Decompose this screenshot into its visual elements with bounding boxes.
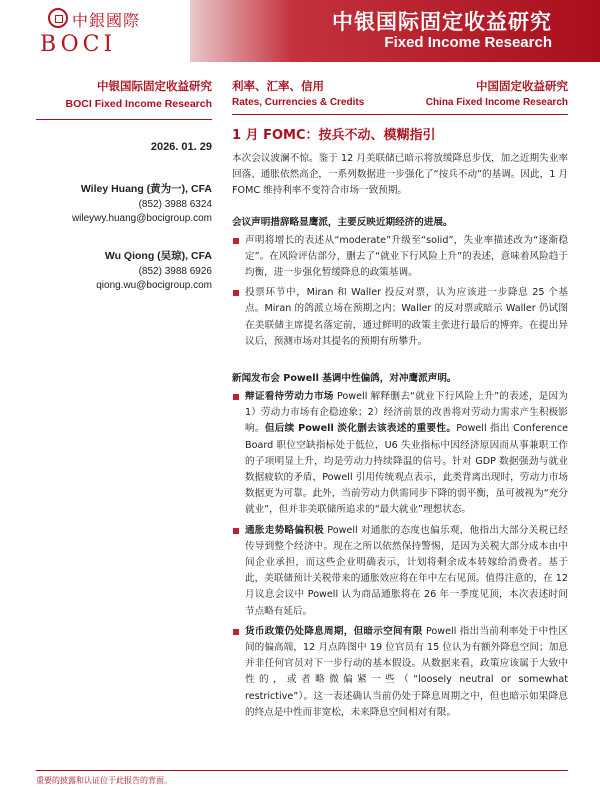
bullet-text: Powell 指出 Conference Board 职位空缺指标处于低位，U6 失业指标中因经济原因而从事兼职工作的子项明显上升，均是劳动力持续降温的信号。针对 GDP 数据强劲与就业数据疲软的矛盾，Powell 引用传统观点表示，此类背离出现时，劳动力市场数据更为可靠。此外，当前劳动力供需同步下降的弱平衡，虽可被视为“充分就业”，但并非美联储所追求的“最大就业”理想状态。	[245, 423, 568, 516]
bullet-list	[232, 389, 568, 721]
analyst-card	[36, 181, 212, 224]
sidebar	[36, 78, 212, 291]
section-heading: 新闻发布会 Powell 基调中性偏鸽，对冲鹰派声明。	[232, 373, 457, 385]
bullet-text: Powell 指出当前利率处于中性区间的偏高端，12 月点阵图中 19 位官员有 15 位认为有额外降息空间；加息并非任何官员对下一步行动的基本假设。从数据来看，政策应该属于大致中性的，或者略微偏紧一些（“loosely neutral or somewhat restrictive”）。这一表述确认当前仍处于降息周期之中，但也暗示如果降息的终点是中性而非宽松，未来降息空间相对有限。	[245, 625, 568, 718]
analyst-phone: (852) 3988 6926	[138, 266, 212, 277]
disclosure-note: 重要的披露和认证位于此报告的背面。	[36, 776, 172, 785]
analyst-name: Wiley Huang (黄为一), CFA	[80, 183, 212, 195]
analyst-name: Wu Qiong (吴琼), CFA	[104, 250, 212, 262]
bullet-lead: 货币政策仍处降息周期，但暗示空间有限	[245, 625, 423, 637]
bullet-lead: 辩证看待劳动力市场	[245, 391, 334, 403]
logo-english-text: BOCI	[40, 32, 117, 57]
dept-name-en: BOCI Fixed Income Research	[65, 98, 212, 110]
banner-title-en: Fixed Income Research	[384, 34, 552, 51]
section-heading: 会议声明措辞略显鹰派，主要反映近期经济的进展。	[232, 216, 453, 228]
intro-paragraph: 本次会议波澜不惊。鉴于 12 月美联储已暗示将放缓降息步伐，加之近期失业率回落、通胀依然高企，一系列数据进一步强化了“按兵不动”的基调。因此，1 月 FOMC 维持利率不变符合市场一致预期。	[232, 153, 568, 197]
bullet-emphasis: 但后续 Powell 淡化删去该表述的重要性。	[264, 423, 457, 435]
team-en: China Fixed Income Research	[425, 97, 568, 108]
report-date: 2026. 01. 29	[150, 141, 212, 153]
report-subheader	[232, 78, 568, 114]
analyst-email[interactable]: wileywy.huang@bocigroup.com	[71, 213, 212, 224]
header-banner	[190, 0, 600, 62]
bullet-text: Powell 对通胀的态度也偏乐观，他指出大部分关税已经传导到整个经济中。现在之所以依然保持警惕，是因为关税大部分成本由中间企业承担，而这些企业明确表示，计划将剩余成本转嫁给消费者。基于此，美联储预计关税带来的通胀效应将在年中左右见顶。值得注意的，在 12 月议息会议中 Powell 认为商品通胀将在 26 年一季度见顶，本次表述时间节点略有延后。	[245, 524, 569, 617]
body-divider	[232, 114, 568, 115]
dept-name-cn: 中银国际固定收益研究	[97, 79, 212, 93]
bullet-text: Powell 解释删去“就业下行风险上升”的表述，是因为 1）劳动力市场有企稳迹象；2）经济前景的改善将对劳动力需求产生积极影响。	[245, 391, 569, 435]
analyst-email[interactable]: qiong.wu@bocigroup.com	[96, 280, 212, 291]
analyst-card	[36, 248, 212, 291]
footer-divider	[36, 770, 568, 771]
report-body	[232, 78, 568, 725]
logo-chinese-text: 中銀國際	[72, 11, 141, 30]
category-en: Rates, Currencies & Credits	[232, 97, 365, 108]
list-item	[232, 523, 568, 620]
team-cn: 中国固定收益研究	[476, 79, 568, 93]
sidebar-divider	[36, 119, 212, 120]
bullet-list	[232, 233, 568, 350]
analyst-phone: (852) 3988 6324	[138, 199, 212, 210]
report-header	[0, 0, 600, 66]
list-item	[232, 624, 568, 721]
banner-title-cn: 中银国际固定收益研究	[332, 10, 552, 34]
list-item	[232, 389, 568, 519]
list-item: 声明将增长的表述从“moderate”升级至“solid”，失业率描述改为“逐渐稳定”。在风险评估部分，删去了“就业下行风险上升”的表述，意味着风险趋于均衡，进一步强化暂缓降息的政策基调。	[232, 233, 568, 282]
list-item: 投票环节中，Miran 和 Waller 投反对票，认为应该进一步降息 25 个基点。Miran 的鸽派立场在预期之内；Waller 的反对票或暗示 Waller 仍试图在美联储主席提名落定前，通过鲜明的政策主张进行最后的博弈。在提出异议后，预测市场对其提名的预期有所攀升。	[232, 285, 568, 350]
coin-logo-icon	[48, 8, 68, 28]
bullet-lead: 通胀走势略偏积极	[245, 524, 324, 536]
category-cn: 利率、汇率、信用	[232, 79, 324, 93]
report-title: 1 月 FOMC：按兵不动、模糊指引	[232, 128, 436, 143]
boci-logo	[10, 6, 150, 62]
